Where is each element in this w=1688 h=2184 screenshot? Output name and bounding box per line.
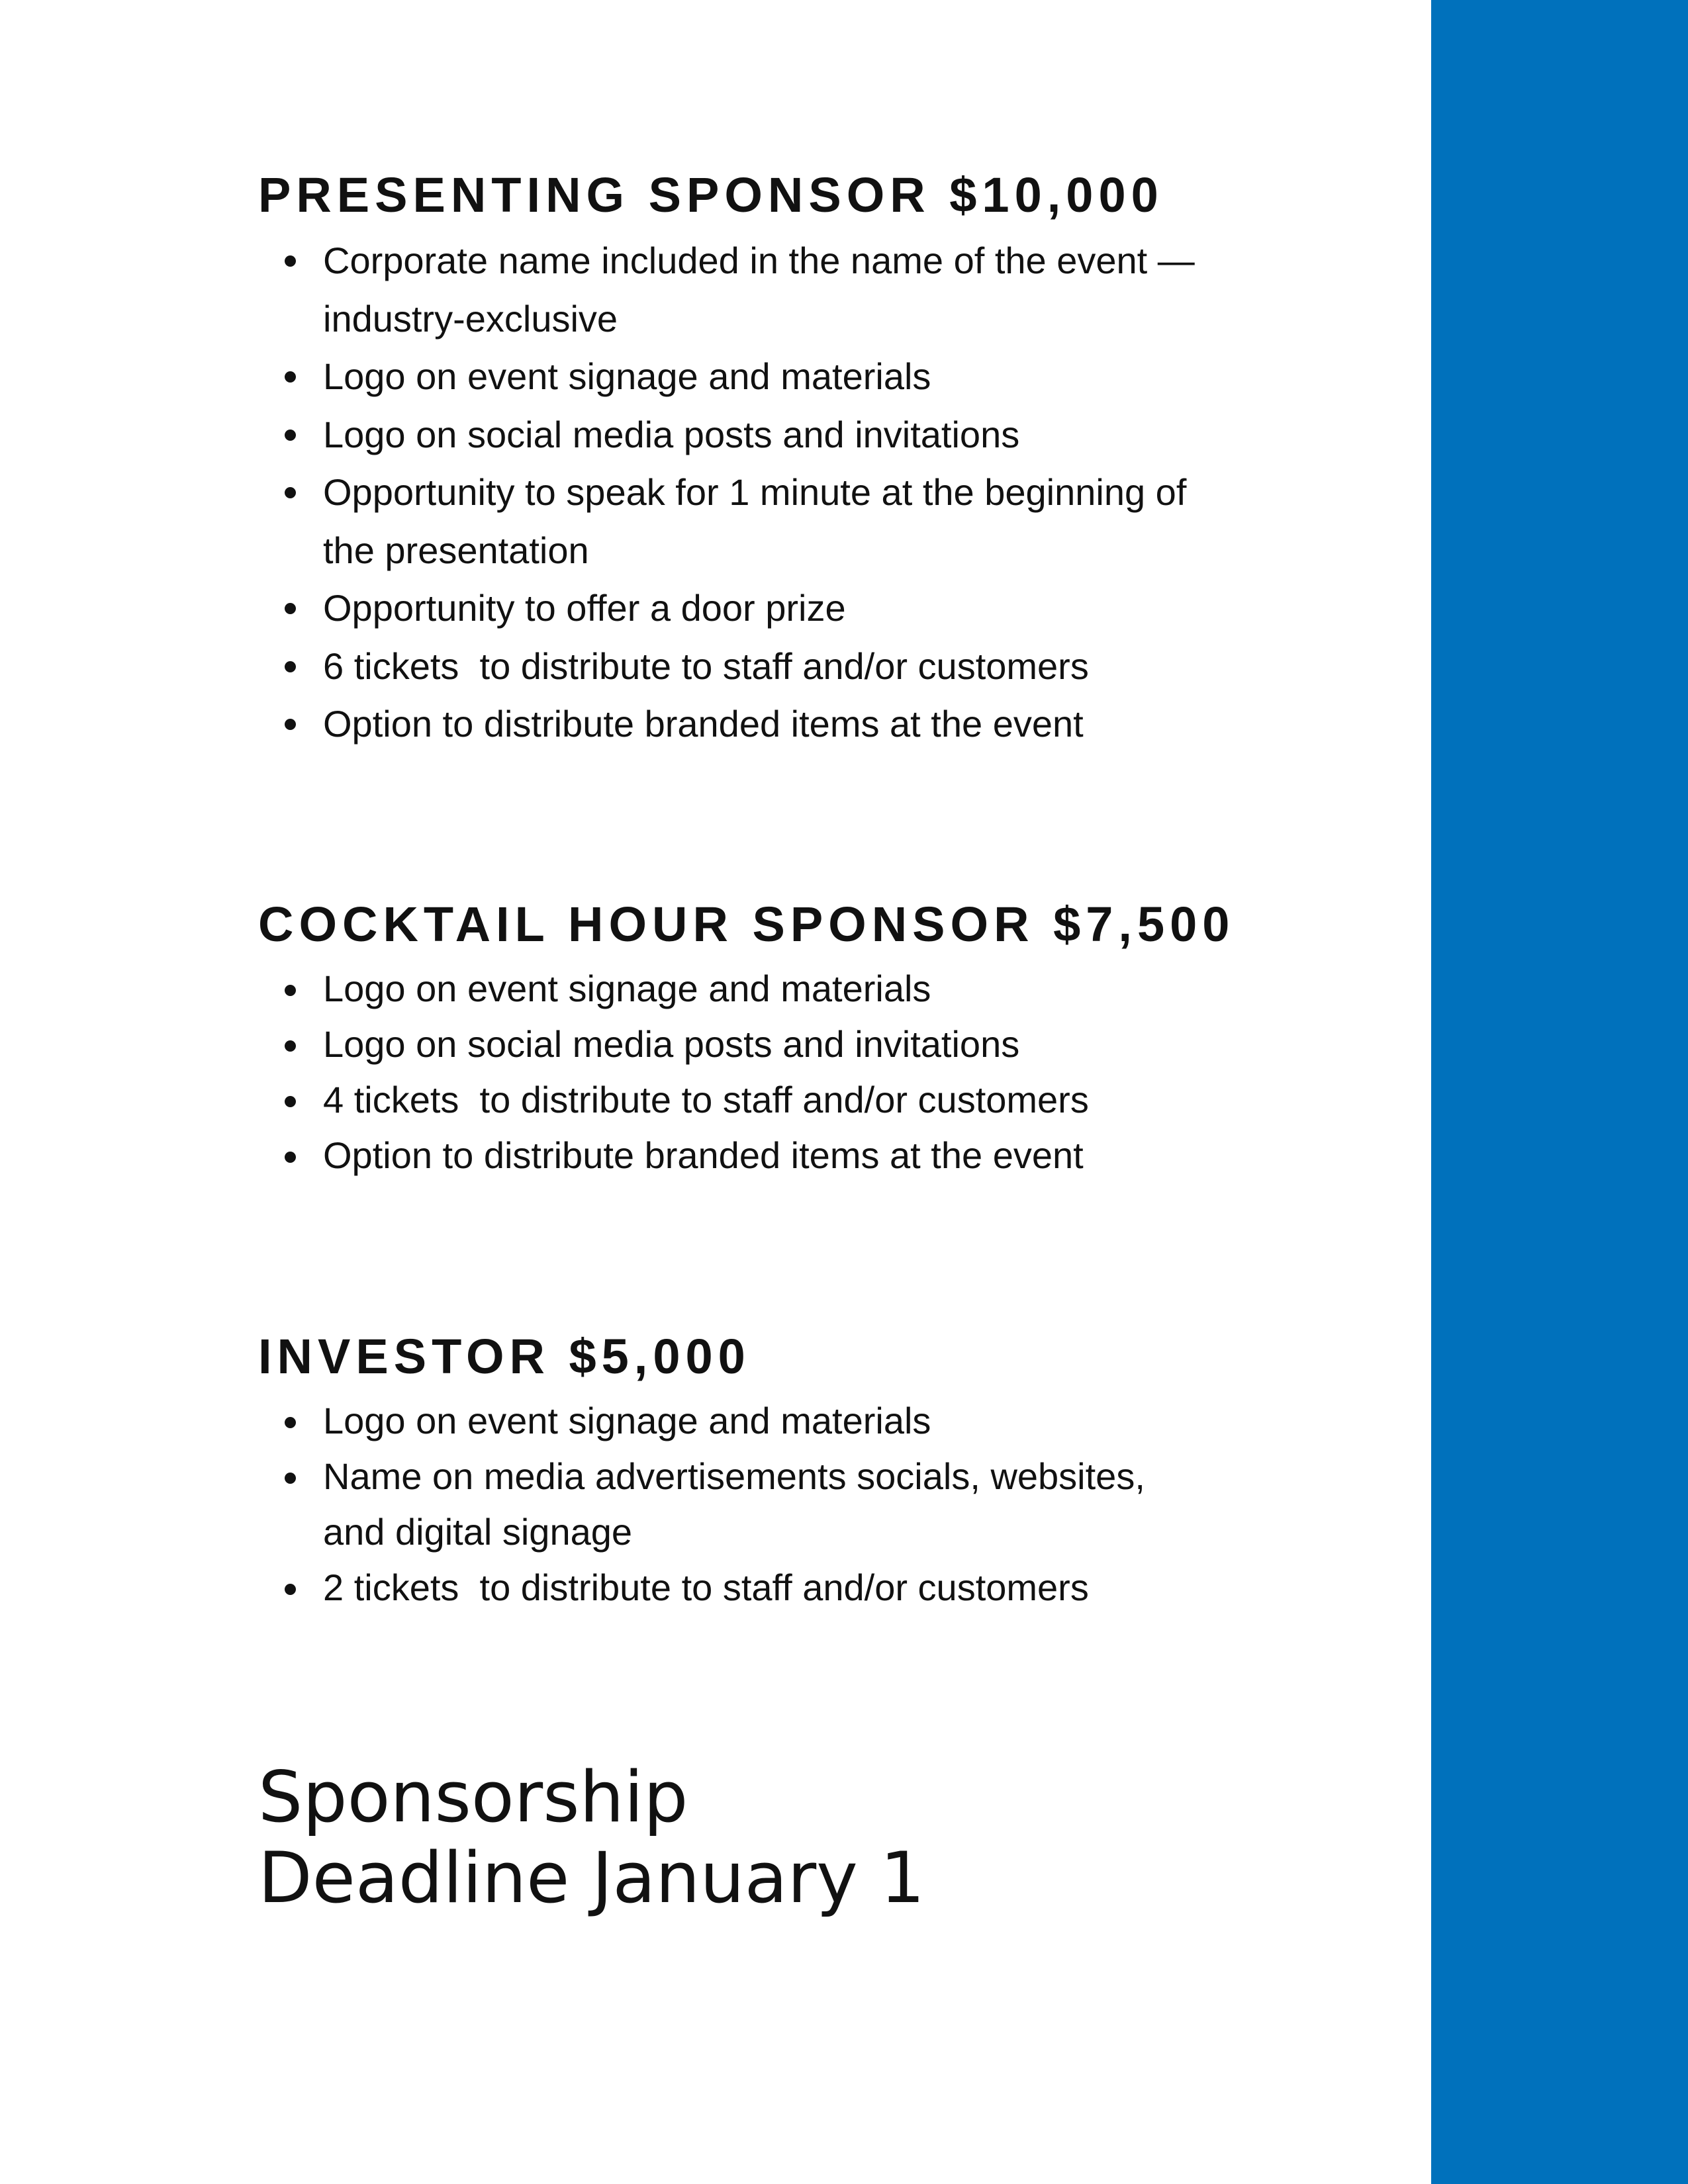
benefit-text: 6 tickets to distribute to staff and/or customers bbox=[323, 645, 1089, 687]
benefit-text: Name on media advertisements socials, websites, and digital signage bbox=[323, 1455, 1145, 1553]
benefit-item bbox=[258, 1449, 1383, 1560]
benefit-text: Option to distribute branded items at the event bbox=[323, 703, 1084, 745]
benefit-text: Corporate name included in the name of the event — industry-exclusive bbox=[323, 240, 1195, 340]
accent-side-bar bbox=[1431, 0, 1688, 2184]
benefit-item bbox=[258, 1393, 1383, 1449]
benefit-text: 2 tickets to distribute to staff and/or customers bbox=[323, 1567, 1089, 1608]
benefit-list bbox=[258, 232, 1383, 753]
tier-investor bbox=[258, 1327, 1383, 1615]
benefit-list bbox=[258, 961, 1383, 1183]
benefit-text: Opportunity to offer a door prize bbox=[323, 587, 846, 629]
benefit-item bbox=[258, 1560, 1383, 1615]
benefit-text: 4 tickets to distribute to staff and/or customers bbox=[323, 1079, 1089, 1120]
tier-heading: PRESENTING SPONSOR $10,000 bbox=[258, 167, 1164, 222]
benefit-text: Logo on social media posts and invitations bbox=[323, 1023, 1020, 1065]
benefit-text: Logo on event signage and materials bbox=[323, 1400, 931, 1441]
benefit-item bbox=[258, 1072, 1383, 1128]
tier-heading: COCKTAIL HOUR SPONSOR $7,500 bbox=[258, 897, 1235, 952]
benefit-item bbox=[258, 463, 1383, 579]
deadline-line-2: Deadline January 1 bbox=[258, 1837, 925, 1919]
benefit-list bbox=[258, 1393, 1383, 1615]
benefit-item bbox=[258, 695, 1383, 753]
benefit-item bbox=[258, 406, 1383, 464]
tier-cocktail-hour-sponsor bbox=[258, 895, 1383, 1183]
benefit-item bbox=[258, 1017, 1383, 1072]
tier-presenting-sponsor bbox=[258, 165, 1383, 753]
sponsorship-deadline bbox=[258, 1757, 1251, 1919]
benefit-item bbox=[258, 637, 1383, 696]
benefit-text: Opportunity to speak for 1 minute at the beginning of the presentation bbox=[323, 471, 1187, 571]
benefit-text: Logo on event signage and materials bbox=[323, 968, 931, 1009]
benefit-item bbox=[258, 579, 1383, 637]
benefit-text: Logo on event signage and materials bbox=[323, 355, 931, 397]
deadline-line-1: Sponsorship bbox=[258, 1756, 688, 1838]
benefit-item bbox=[258, 347, 1383, 406]
tier-heading: INVESTOR $5,000 bbox=[258, 1329, 751, 1384]
benefit-text: Logo on social media posts and invitations bbox=[323, 413, 1020, 455]
benefit-item bbox=[258, 961, 1383, 1017]
benefit-text: Option to distribute branded items at the event bbox=[323, 1134, 1084, 1176]
benefit-item bbox=[258, 1128, 1383, 1183]
benefit-item bbox=[258, 232, 1383, 347]
